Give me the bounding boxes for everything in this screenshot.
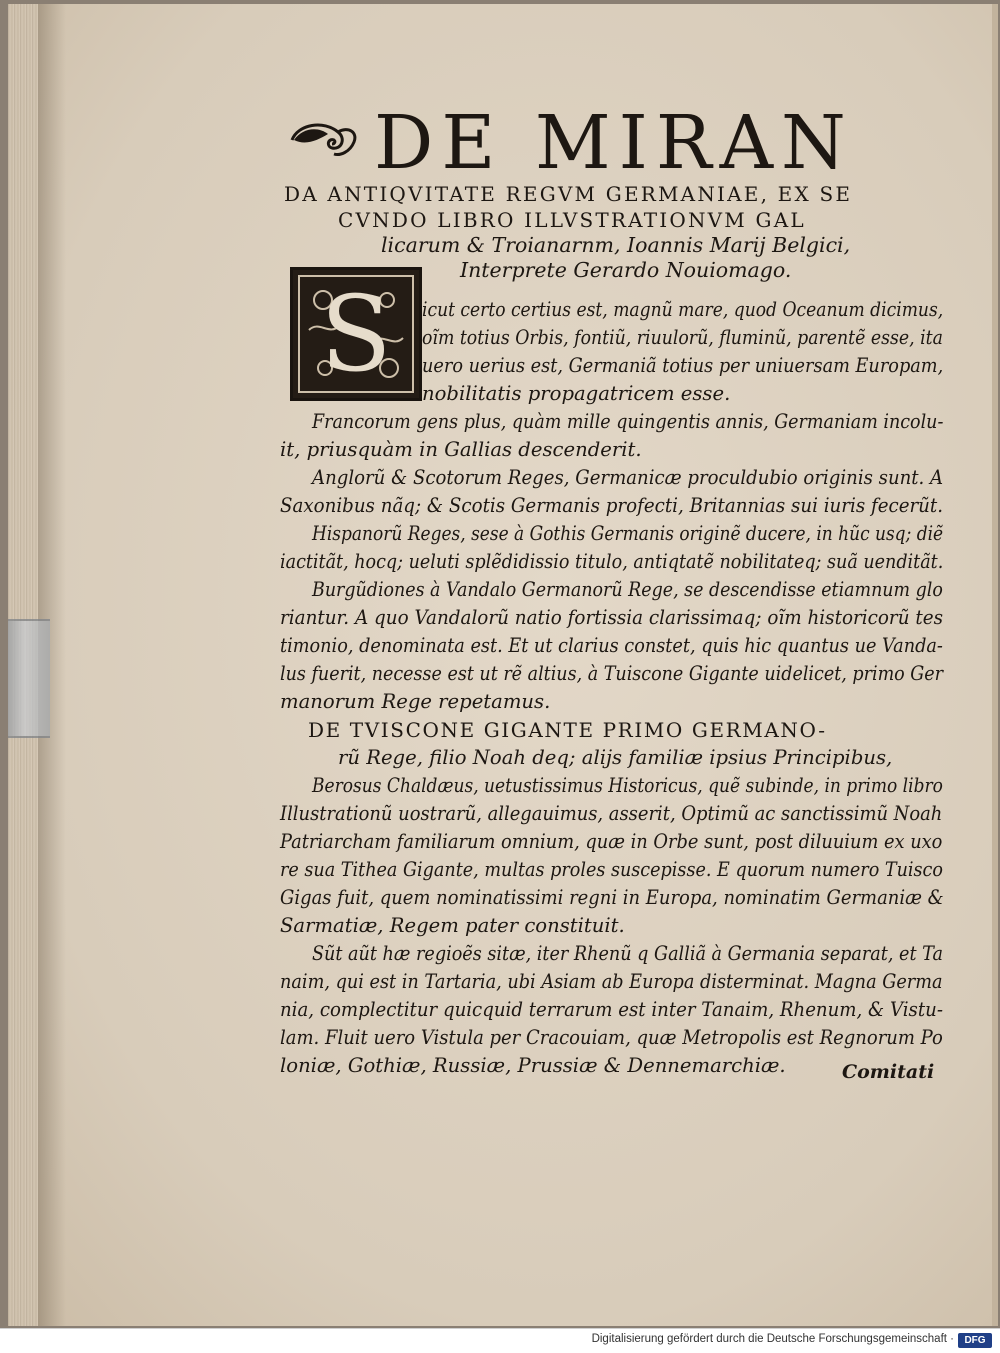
text-line: riantur. A quo Vandalorũ natio fortissia clarissimaq; oĩm historicorũ tes bbox=[280, 606, 943, 629]
subtitle-line-4: Interprete Gerardo Nouiomago. bbox=[460, 258, 792, 282]
footer-credit: Digitalisierung gefördert durch die Deutsche Forschungsgemeinschaft · bbox=[591, 1333, 954, 1345]
fleuron-ornament-icon bbox=[288, 118, 360, 160]
book-page bbox=[8, 4, 998, 1326]
main-title: DE MIRAN bbox=[374, 100, 854, 186]
dfg-logo-icon: DFG bbox=[958, 1333, 992, 1348]
text-line: Gigas fuit, quem nominatissimi regni in Europa, nominatim Germaniæ & bbox=[280, 886, 944, 909]
text-line: Saxonibus nãq; & Scotis Germanis profecti, Britannias sui iuris fecerũt. bbox=[280, 494, 944, 517]
text-line: nia, complectitur quicquid terrarum est inter Tanaim, Rhenum, & Vistu- bbox=[280, 998, 943, 1021]
text-line: re sua Tithea Gigante, multas proles suscepisse. E quorum numero Tuisco bbox=[280, 858, 943, 881]
text-line: iactitãt, hocq; ueluti splẽdidissio titulo, antiqtatẽ nobilitateq; suã uenditãt. bbox=[280, 550, 944, 573]
section-heading: DE TVISCONE GIGANTE PRIMO GERMANO- bbox=[308, 718, 827, 742]
page-right-edge bbox=[992, 4, 998, 1326]
text-line: oĩm totius Orbis, fontiũ, riuulorũ, fluminũ, parentẽ esse, ita bbox=[422, 326, 943, 349]
text-line: lam. Fluit uero Vistula per Cracouiam, quæ Metropolis est Regnorum Po bbox=[280, 1026, 943, 1049]
text-line: lus fuerit, necesse est ut rẽ altius, à Tuiscone Gigante uidelicet, primo Ger bbox=[280, 662, 944, 685]
title-line bbox=[288, 102, 968, 184]
subtitle-line-3: licarum & Troianarnm, Ioannis Marij Belgici, bbox=[381, 233, 851, 257]
text-line: timonio, denominata est. Et ut clarius constet, quis hic quantus ue Vanda- bbox=[280, 634, 943, 657]
subtitle-line-2: CVNDO LIBRO ILLVSTRATIONVM GAL bbox=[338, 208, 806, 232]
text-line: Patriarcham familiarum omnium, quæ in Orbe sunt, post diluuium ex uxo bbox=[280, 830, 943, 853]
catchword: Comitati bbox=[842, 1061, 935, 1083]
text-line: nobilitatis propagatricem esse. bbox=[422, 382, 731, 405]
text-line: icut certo certius est, magnũ mare, quod Oceanum dicimus, bbox=[422, 298, 944, 321]
text-line: manorum Rege repetamus. bbox=[280, 690, 551, 713]
footer-bar bbox=[0, 1328, 1000, 1353]
text-line: Francorum gens plus, quàm mille quingentis annis, Germaniam incolu- bbox=[312, 410, 944, 433]
text-line: Sarmatiæ, Regem pater constituit. bbox=[280, 914, 625, 937]
text-line: loniæ, Gothiæ, Russiæ, Prussiæ & Dennemarchiæ. bbox=[280, 1054, 786, 1077]
section-subheading: rũ Rege, filio Noah deq; alijs familiæ ipsius Principibus, bbox=[338, 746, 893, 769]
initial-letter: S bbox=[320, 273, 392, 395]
text-line: Hispanorũ Reges, sese à Gothis Germanis originẽ ducere, in hũc usq; diẽ bbox=[312, 522, 944, 545]
text-line: it, priusquàm in Gallias descenderit. bbox=[280, 438, 642, 461]
text-line: Burgũdiones à Vandalo Germanorũ Rege, se descendisse etiamnum glo bbox=[312, 578, 943, 601]
text-line: Illustrationũ uostrarũ, allegauimus, asserit, Optimũ ac sanctissimũ Noah bbox=[280, 802, 943, 825]
text-line: Anglorũ & Scotorum Reges, Germanicæ proculdubio originis sunt. A bbox=[312, 466, 944, 489]
text-line: Berosus Chaldæus, uetustissimus Historicus, quẽ subinde, in primo libro bbox=[312, 774, 943, 797]
text-line: Sũt aũt hæ regioẽs sitæ, iter Rhenũ q Galliã à Germania separat, et Ta bbox=[312, 942, 943, 965]
book-clip bbox=[8, 619, 50, 738]
decorated-initial bbox=[290, 267, 422, 401]
subtitle-line-1: DA ANTIQVITATE REGVM GERMANIAE, EX SE bbox=[284, 182, 853, 206]
text-line: uero uerius est, Germaniã totius per uniuersam Europam, bbox=[422, 354, 944, 377]
text-line: naim, qui est in Tartaria, ubi Asiam ab Europa disterminat. Magna Germa bbox=[280, 970, 943, 993]
